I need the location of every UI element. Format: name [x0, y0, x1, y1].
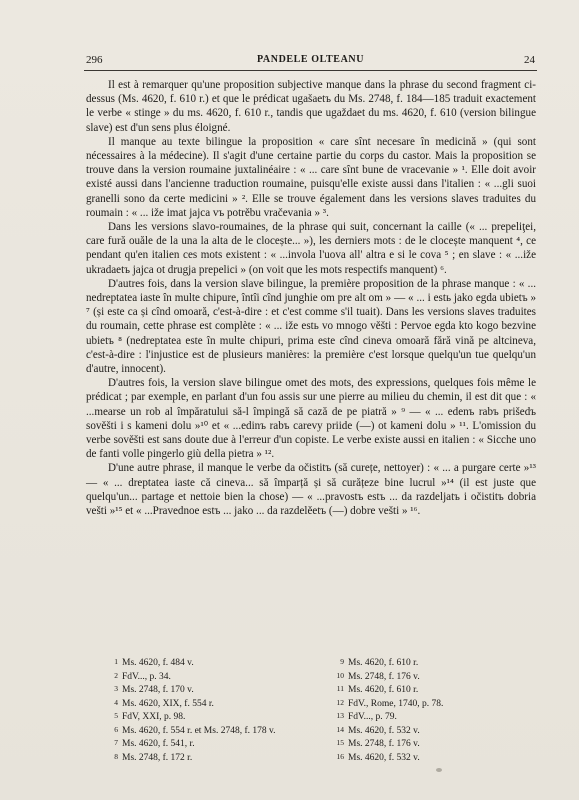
paragraph: D'autres fois, la version slave bilingue omet des mots, des expressions, quelques fois même le prédicat ; par exemple, en parlant d'un fou assis sur une pierre au milieu du chemin, il est dit que : « ...mearse un rob al împăratului să-l împingă să cază de pe piatră » ⁹ — « ... edenъ rabъ prišedъ sověšti i s kameni dolu »¹⁰ et « ...edinъ rabъ carevy priide (—) ot kameni dolu » ¹¹. L'omission du verbe sověšti est sans doute due à l'erreur d'un copiste. Le verbe existe aussi en italien : « Sicche uno de fanti volle pingerlo giù della pietra » ¹². — [86, 377, 536, 461]
footnote — [330, 737, 530, 751]
footnote-text: Ms. 4620, f. 610 r. — [348, 685, 419, 695]
footnote — [104, 710, 324, 724]
footnote-text: Ms. 2748, f. 170 v. — [122, 685, 194, 695]
footnote-number: 8 — [114, 751, 118, 761]
footnote — [330, 683, 530, 697]
footnote-text: Ms. 4620, f. 532 v. — [348, 752, 420, 763]
paragraph: Il est à remarquer qu'une proposition subjective manque dans la phrase du second fragment ci-dessus (Ms. 4620, f. 610 r.) et que le prédicat ugašaetъ du Ms. 2748, f. 184—185 traduit exactement le verbe « stinge » du ms. 4620, f. 610 r., tandis que ugaždaet du ms. 4620, f. 610 (version bilingue slave) est d'un sens plus éloigné. — [86, 79, 536, 134]
footnotes-left-column — [104, 656, 324, 764]
footnote-text: Ms. 4620, f. 484 v. — [122, 658, 194, 668]
body-text — [86, 78, 536, 518]
footnote — [330, 670, 530, 684]
footnote — [104, 670, 324, 684]
header-rule — [84, 70, 537, 71]
footnote-text: Ms. 4620, f. 532 v. — [348, 725, 420, 736]
footnote-number: 6 — [114, 724, 118, 734]
footnote — [104, 751, 324, 765]
footnote-text: Ms. 4620, f. 554 r. et Ms. 2748, f. 178 v. — [122, 725, 276, 736]
footnote — [104, 724, 324, 738]
footnote — [104, 697, 324, 711]
footnote-text: Ms. 2748, f. 176 v. — [348, 739, 420, 749]
footnote-number: 9 — [340, 657, 344, 666]
footnote-number: 14 — [336, 724, 344, 734]
footnote-number: 7 — [114, 738, 118, 747]
footnote — [330, 724, 530, 738]
folio-number: 24 — [524, 54, 535, 66]
footnote-number: 10 — [336, 670, 344, 680]
footnote-number: 15 — [336, 738, 344, 747]
paragraph: Il manque au texte bilingue la proposition « care sînt necesare în medicină » (qui sont nécessaires à la médecine). Il s'agit d'une certaine partie du corps du castor. Mais la proposition se trouve dans la version roumaine juxtalinéaire : « ... care sînt bune de vracevanie » ¹. Elle doit avoir existé aussi dans l'ancienne traduction roumaine, puisqu'elle existe aussi dans l'italien : « ...gli suoi granelli sono da certe medicini » ². Elle se trouve également dans les versions slaves traduites du roumain : « ... iže imat jajca vъ potrěbu vračevania » ³. — [86, 135, 536, 219]
footnote-text: FdV..., p. 34. — [122, 671, 171, 682]
footnote-number: 12 — [336, 697, 344, 707]
page-number: 296 — [86, 54, 103, 66]
footnote-number: 1 — [114, 657, 118, 666]
footnote-text: FdV..., p. 79. — [348, 712, 397, 722]
footnote-text: Ms. 2748, f. 176 v. — [348, 671, 420, 682]
footnote — [104, 683, 324, 697]
footnote — [330, 697, 530, 711]
paragraph: Dans les versions slavo-roumaines, de la phrase qui suit, concernant la caille (« ... prepeliţei, care fură ouăle de la una la alta de le clocește... »), les derniers mots : de le clocește manquent ⁴, ce pendant qu'en italien ces mots existent : « ...invola l'uova all' altra e si le cova ⁵ ; en slave : « ...iže ukradaetъ jajca ot drugja prepelici » (on voit que les mots respectifs manquent) ⁶. — [86, 221, 536, 276]
page-header — [86, 54, 535, 68]
footnote-text: Ms. 2748, f. 172 r. — [122, 752, 193, 763]
running-head: PANDELE OLTEANU — [256, 54, 365, 65]
footnote — [104, 737, 324, 751]
footnote-text: Ms. 4620, f. 610 r. — [348, 658, 419, 668]
footnote-text: Ms. 4620, XIX, f. 554 r. — [122, 698, 214, 709]
footnote-text: Ms. 4620, f. 541, r. — [122, 739, 195, 749]
paragraph: D'autres fois, dans la version slave bilingue, la première proposition de la phrase manque : « ... nedreptatea iaste în multe chipure, întîi cînd junghie om pre alt om » — « ... i estь jako egda ubietъ » ⁷ (și este ca și cînd omoară, c'est-à-dire : et c'est comme s'il tuait). Dans les versions slaves traduites du roumain, cette phrase est complète : « ... iže estь vo mnogo věšti : Pervoe egda kto kogo bezvine ubietъ ⁸ (nedreptatea este în multe chipuri, prima este cînd cineva omoară fără vină pe altcineva, c'est-à-dire : l'injustice est de plusieurs manières: la première c'est lorsque quelqu'un tue quelqu'un d'autre, innocent). — [86, 277, 536, 376]
paper-spot — [436, 768, 442, 772]
footnote-number: 5 — [114, 711, 118, 720]
footnote-number: 11 — [336, 684, 344, 693]
footnote — [330, 751, 530, 765]
footnote-number: 4 — [114, 697, 118, 707]
footnote-text: FdV, XXI, p. 98. — [122, 712, 186, 722]
footnote-number: 13 — [336, 711, 344, 720]
footnote-number: 3 — [114, 684, 118, 693]
paragraph: D'une autre phrase, il manque le verbe da očistitъ (să curețe, nettoyer) : « ... a purgare certe »¹³ — « ... dreptatea iaste că cineva... să împarță și să curățeze bine lucrul »¹⁴ (il est juste que quelqu'un... partage et nettoie bien la chose) — « ...pravostъ estъ ... da razdeljatъ i očistitъ dobria vešti »¹⁵ et « ...Pravednoe estъ ... jako ... da razdelěetъ (—) dobre vešti » ¹⁶. — [86, 462, 536, 518]
footnote — [104, 656, 324, 670]
footnote-number: 16 — [336, 751, 344, 761]
footnote — [330, 710, 530, 724]
footnote — [330, 656, 530, 670]
footnote-number: 2 — [114, 670, 118, 680]
footnote-text: FdV., Rome, 1740, p. 78. — [348, 698, 444, 709]
footnotes-right-column — [330, 656, 530, 764]
